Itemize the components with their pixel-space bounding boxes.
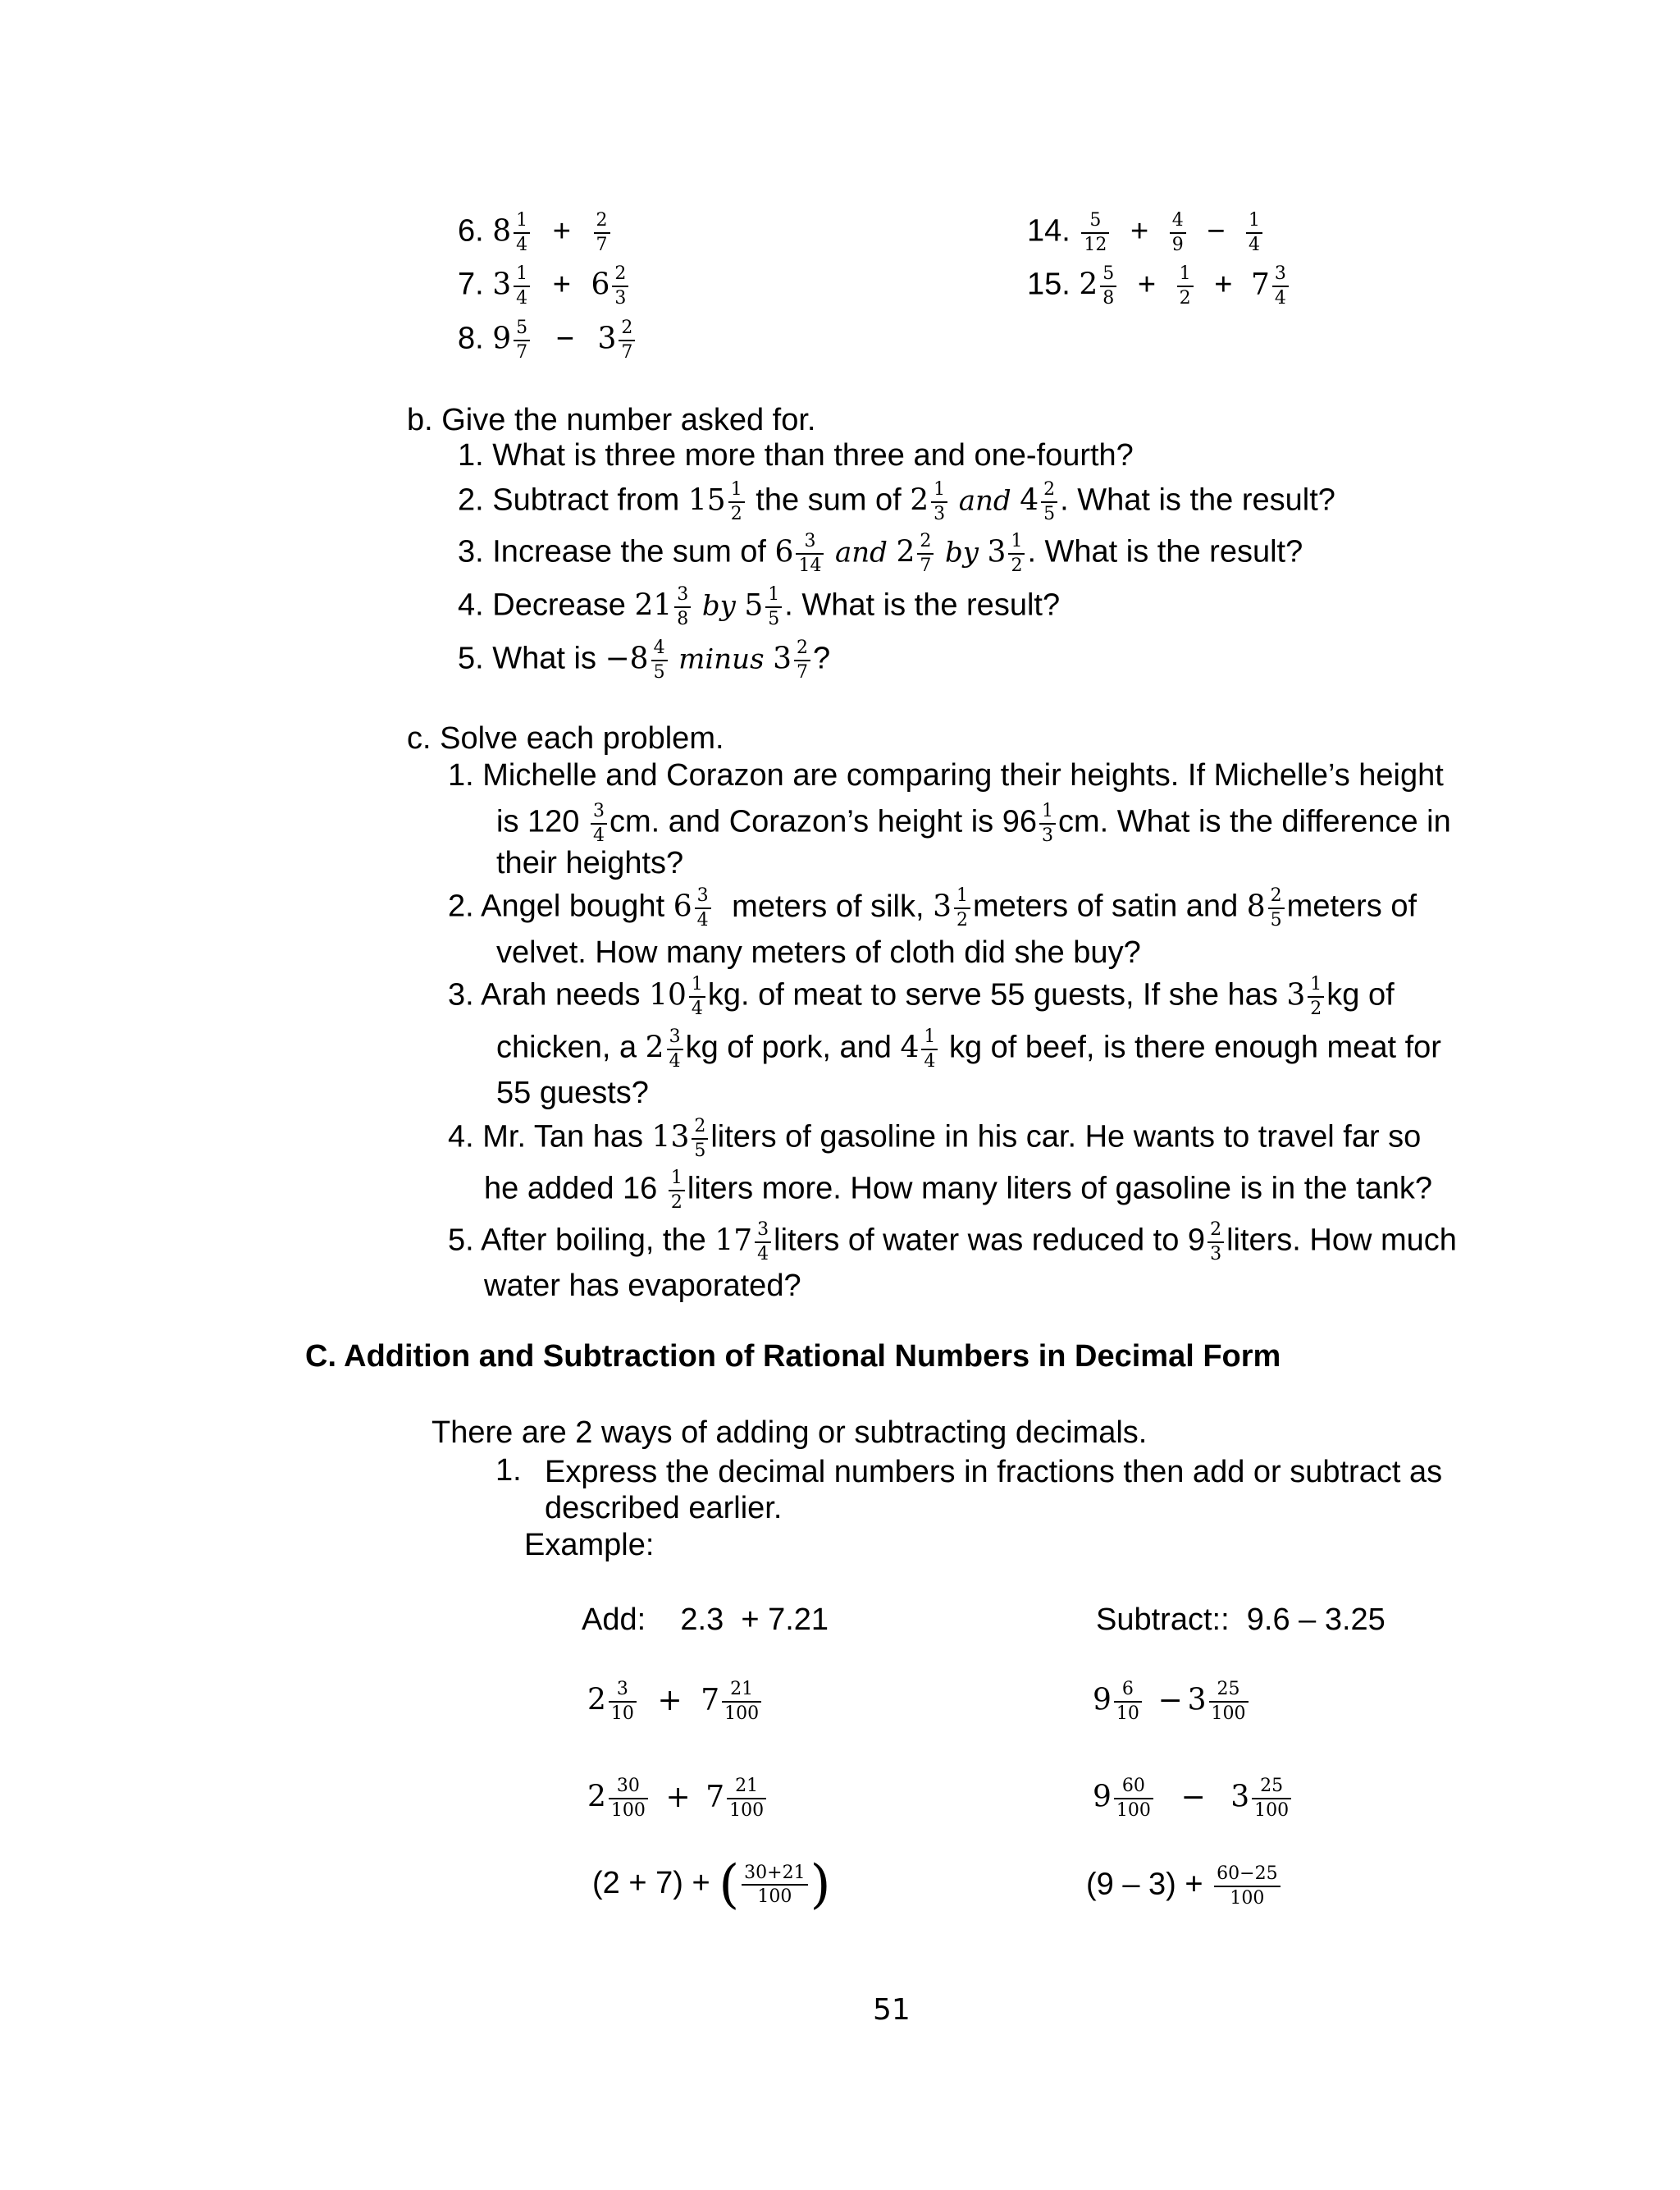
add-row-1: 2 $\frac{3}{10}$ + 7 $\frac{21}{100}$ (587, 1678, 764, 1725)
item-15: 15. 2 $\frac{5}{8}$ + $\frac{1}{2}$ + 7 $\frac{3}{4}$ (1027, 263, 1291, 309)
fraction: $\frac{2}{5}$ (1268, 885, 1285, 931)
item-8: 8. 9 $\frac{5}{7}$ − 3 $\frac{2}{7}$ (458, 317, 637, 363)
problem-c3-line3: 55 guests? (496, 1076, 649, 1110)
question-b4: 4. Decrease 21 $\frac{3}{8}$ by 5 $\frac{1}{5}$ . What is the result? (458, 584, 1061, 629)
problem-c3-line2: chicken, a 2 $\frac{3}{4}$ kg of pork, and 4 $\frac{1}{4}$ kg of beef, is there enough meat for (496, 1026, 1441, 1072)
fraction: $\frac{3}{14}$ (796, 530, 824, 577)
fraction: $\frac{3}{8}$ (674, 583, 691, 630)
problem-c4-line2: he added 16 $\frac{1}{2}$ liters more. How many liters of gasoline is in the tank? (484, 1168, 1433, 1213)
fraction: $\frac{5}{8}$ (1100, 263, 1116, 309)
step-number: 1. (495, 1453, 522, 1488)
fraction: $\frac{3}{4}$ (755, 1218, 771, 1265)
problem-c1-line2: is 120 $\frac{3}{4}$ cm. and Corazon’s height is 96 $\frac{1}{3}$ cm. What is the difference in (496, 801, 1451, 846)
section-C-intro: There are 2 ways of adding or subtracting decimals. (431, 1415, 1148, 1450)
fraction: $\frac{60-25}{100}$ (1214, 1863, 1280, 1909)
fraction: $\frac{5}{12}$ (1081, 209, 1109, 256)
problem-c1-line3: their heights? (496, 846, 684, 880)
section-c-heading: c. Solve each problem. (407, 721, 724, 756)
step-line2: described earlier. (545, 1491, 783, 1525)
page-number: 51 (873, 1993, 911, 2027)
fraction: $\frac{1}{4}$ (514, 209, 530, 256)
problem-c4-line1: 4. Mr. Tan has 13 $\frac{2}{5}$ liters of gasoline in his car. He wants to travel far so (448, 1116, 1422, 1161)
fraction: $\frac{3}{4}$ (667, 1026, 683, 1072)
problem-c1-line1: 1. Michelle and Corazon are comparing their heights. If Michelle’s height (448, 758, 1444, 793)
fraction: $\frac{1}{4}$ (921, 1026, 938, 1072)
fraction: $\frac{5}{7}$ (514, 317, 530, 363)
fraction: $\frac{3}{4}$ (1272, 263, 1289, 309)
fraction: $\frac{2}{7}$ (794, 637, 810, 684)
item-14: 14. $\frac{5}{12}$ + $\frac{4}{9}$ − $\frac{1}{4}$ (1027, 209, 1265, 256)
question-b5: 5. What is −8 $\frac{4}{5}$ minus 3 $\frac{2}{7}$ ? (458, 638, 831, 683)
fraction: $\frac{1}{4}$ (514, 263, 530, 309)
subtract-row-1: 9 $\frac{6}{10}$ − 3 $\frac{25}{100}$ (1093, 1678, 1251, 1725)
problem-c2-line2: velvet. How many meters of cloth did she buy? (496, 935, 1141, 970)
fraction: $\frac{1}{2}$ (669, 1167, 685, 1214)
fraction: $\frac{2}{7}$ (594, 209, 610, 256)
fraction: $\frac{1}{3}$ (931, 478, 947, 525)
fraction: $\frac{1}{2}$ (1308, 973, 1324, 1020)
fraction: $\frac{1}{2}$ (1177, 263, 1194, 309)
subtract-row-2: 9 $\frac{60}{100}$ − 3 $\frac{25}{100}$ (1093, 1775, 1294, 1822)
fraction: $\frac{30+21}{100}$ (742, 1862, 807, 1909)
fraction: $\frac{1}{2}$ (954, 885, 970, 931)
fraction: $\frac{3}{4}$ (591, 800, 607, 847)
fraction: $\frac{1}{2}$ (1008, 530, 1025, 577)
add-row-3: (2 + 7) + ( $\frac{30+21}{100}$ ) (592, 1854, 831, 1915)
fraction: $\frac{1}{4}$ (1246, 209, 1262, 256)
fraction: $\frac{2}{5}$ (692, 1115, 708, 1162)
fraction: $\frac{3}{4}$ (695, 885, 711, 931)
fraction: $\frac{6}{10}$ (1114, 1678, 1142, 1725)
problem-c5-line2: water has evaporated? (484, 1269, 801, 1303)
fraction: $\frac{25}{100}$ (1209, 1678, 1249, 1725)
subtract-row-3: (9 – 3) + $\frac{60-25}{100}$ (1086, 1863, 1283, 1909)
problem-c5-line1: 5. After boiling, the 17 $\frac{3}{4}$ liters of water was reduced to 9 $\frac{2}{3}$ liters. How much (448, 1219, 1457, 1264)
subtract-label: Subtract:: 9.6 – 3.25 (1096, 1602, 1386, 1637)
fraction: $\frac{4}{5}$ (651, 637, 668, 684)
fraction: $\frac{1}{5}$ (765, 583, 782, 630)
fraction: $\frac{1}{2}$ (728, 478, 745, 525)
step-line1: Express the decimal numbers in fractions then add or subtract as (545, 1455, 1443, 1489)
fraction: $\frac{2}{7}$ (619, 317, 635, 363)
fraction: $\frac{2}{3}$ (612, 263, 628, 309)
problem-c2-line1: 2. Angel bought 6 $\frac{3}{4}$ meters of silk, 3 $\frac{1}{2}$ meters of satin and 8 $\frac{2}{5}$ meters of (448, 885, 1418, 930)
fraction: $\frac{60}{100}$ (1114, 1775, 1153, 1822)
item-6: 6. 8 $\frac{1}{4}$ + $\frac{2}{7}$ (458, 209, 613, 256)
problem-c3-line1: 3. Arah needs 10 $\frac{1}{4}$ kg. of meat to serve 55 guests, If she has 3 $\frac{1}{2}$ kg of (448, 974, 1395, 1019)
example-label: Example: (524, 1528, 655, 1562)
fraction: $\frac{3}{10}$ (609, 1678, 637, 1725)
question-b3: 3. Increase the sum of 6 $\frac{3}{14}$ and 2 $\frac{2}{7}$ by 3 $\frac{1}{2}$ . What is the result? (458, 531, 1303, 576)
fraction: $\frac{4}{9}$ (1170, 209, 1186, 256)
item-7: 7. 3 $\frac{1}{4}$ + 6 $\frac{2}{3}$ (458, 263, 631, 309)
section-C-heading: C. Addition and Subtraction of Rational Numbers in Decimal Form (305, 1339, 1281, 1374)
fraction: $\frac{2}{5}$ (1041, 478, 1057, 525)
fraction: $\frac{30}{100}$ (609, 1775, 648, 1822)
fraction: $\frac{1}{4}$ (689, 973, 705, 1020)
fraction: $\frac{25}{100}$ (1252, 1775, 1291, 1822)
fraction: $\frac{2}{3}$ (1208, 1218, 1224, 1265)
question-b1: 1. What is three more than three and one-fourth? (458, 438, 1134, 473)
section-b-heading: b. Give the number asked for. (407, 403, 816, 437)
question-b2: 2. Subtract from 15 $\frac{1}{2}$ the sum of 2 $\frac{1}{3}$ and 4 $\frac{2}{5}$ . What is the result? (458, 479, 1335, 524)
fraction: $\frac{21}{100}$ (722, 1678, 761, 1725)
add-row-2: 2 $\frac{30}{100}$ + 7 $\frac{21}{100}$ (587, 1775, 769, 1822)
fraction: $\frac{21}{100}$ (727, 1775, 766, 1822)
fraction: $\frac{2}{7}$ (917, 530, 934, 577)
fraction: $\frac{1}{3}$ (1039, 800, 1056, 847)
add-label: Add: 2.3 + 7.21 (582, 1602, 829, 1637)
